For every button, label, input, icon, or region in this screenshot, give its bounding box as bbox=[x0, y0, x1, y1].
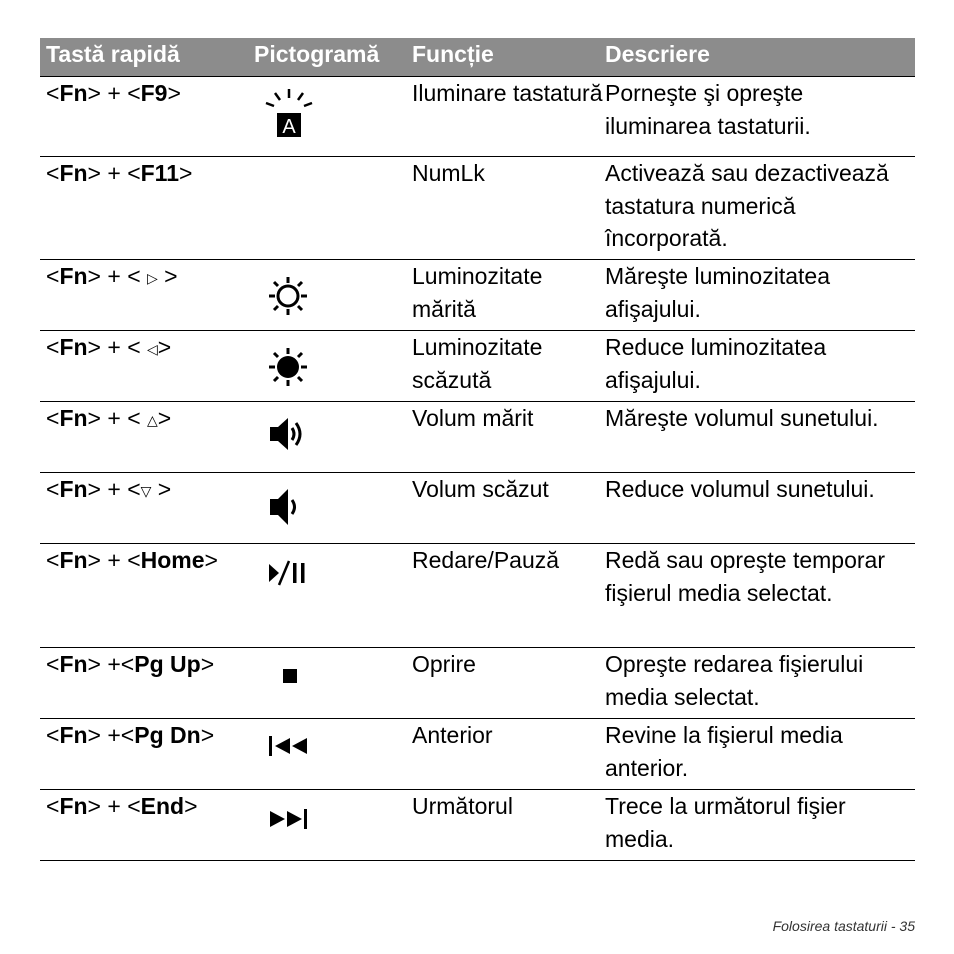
table-row bbox=[40, 331, 915, 402]
table-header bbox=[40, 38, 915, 77]
main-key: F11 bbox=[140, 160, 179, 186]
volume-down-icon bbox=[266, 485, 310, 534]
fn-key: Fn bbox=[59, 476, 88, 502]
table-row bbox=[40, 544, 915, 648]
table-row bbox=[40, 77, 915, 157]
fn-key: Fn bbox=[59, 722, 88, 748]
fn-key: Fn bbox=[59, 160, 88, 186]
description-cell: Activează sau dezactivează tastatura numerică încorporată. bbox=[605, 160, 889, 251]
hotkey-cell: <Fn> +<Pg Up> bbox=[46, 651, 215, 677]
description-cell: Opreşte redarea fişierului media selectat. bbox=[605, 651, 864, 710]
table-row bbox=[40, 790, 915, 861]
hotkey-cell: <Fn> +<Pg Dn> bbox=[46, 722, 215, 748]
table-row bbox=[40, 648, 915, 719]
header-description: Descriere bbox=[605, 41, 710, 67]
main-key: Home bbox=[140, 547, 205, 573]
arrow-key: ▽ bbox=[140, 483, 152, 499]
brightness-up-icon bbox=[266, 274, 310, 323]
header-icon: Pictogramă bbox=[254, 41, 380, 67]
function-cell: Luminozitate scăzută bbox=[412, 334, 543, 393]
hotkey-cell: <Fn> + <▽ > bbox=[46, 476, 172, 502]
table-row bbox=[40, 473, 915, 544]
volume-up-icon bbox=[266, 414, 310, 459]
arrow-key: ◁ bbox=[147, 341, 158, 357]
description-cell: Măreşte luminozitatea afişajului. bbox=[605, 263, 830, 322]
function-cell: Volum mărit bbox=[412, 405, 534, 431]
function-cell: Iluminare tastatură bbox=[412, 80, 603, 106]
description-cell: Porneşte şi opreşte iluminarea tastaturii. bbox=[605, 80, 811, 139]
function-cell: Luminozitate mărită bbox=[412, 263, 543, 322]
svg-text:A: A bbox=[282, 116, 296, 138]
fn-key: Fn bbox=[59, 334, 88, 360]
arrow-key: ▷ bbox=[147, 270, 158, 286]
table-row bbox=[40, 157, 915, 260]
fn-key: Fn bbox=[59, 80, 88, 106]
hotkey-cell: <Fn> + < ▷ > bbox=[46, 263, 178, 289]
fn-key: Fn bbox=[59, 793, 88, 819]
function-cell: Anterior bbox=[412, 722, 493, 748]
table-row bbox=[40, 719, 915, 790]
hotkey-cell: <Fn> + < △> bbox=[46, 405, 172, 431]
hotkey-table bbox=[40, 38, 915, 861]
fn-key: Fn bbox=[59, 651, 88, 677]
previous-icon bbox=[266, 731, 314, 766]
hotkey-cell: <Fn> + <Home> bbox=[46, 547, 218, 573]
description-cell: Trece la următorul fişier media. bbox=[605, 793, 846, 852]
hotkey-cell: <Fn> + <End> bbox=[46, 793, 198, 819]
function-cell: Oprire bbox=[412, 651, 476, 677]
description-cell: Redă sau opreşte temporar fişierul media selectat. bbox=[605, 547, 885, 606]
hotkey-cell: <Fn> + <F11> bbox=[46, 160, 193, 186]
arrow-key: △ bbox=[147, 412, 158, 428]
hotkey-cell: <Fn> + <F9> bbox=[46, 80, 181, 106]
hotkey-cell: <Fn> + < ◁> bbox=[46, 334, 172, 360]
main-key: Pg Dn bbox=[134, 722, 201, 748]
function-cell: Următorul bbox=[412, 793, 513, 819]
main-key: F9 bbox=[140, 80, 168, 106]
table-row bbox=[40, 260, 915, 331]
keyboard-backlight-icon bbox=[260, 87, 316, 148]
function-cell: Volum scăzut bbox=[412, 476, 549, 502]
next-icon bbox=[266, 804, 314, 839]
description-cell: Reduce luminozitatea afişajului. bbox=[605, 334, 827, 393]
description-cell: Reduce volumul sunetului. bbox=[605, 476, 875, 502]
play-pause-icon bbox=[266, 558, 310, 593]
description-cell: Revine la fişierul media anterior. bbox=[605, 722, 843, 781]
main-key: Pg Up bbox=[134, 651, 201, 677]
fn-key: Fn bbox=[59, 405, 88, 431]
table-row bbox=[40, 402, 915, 473]
fn-key: Fn bbox=[59, 547, 88, 573]
brightness-down-icon bbox=[266, 345, 310, 394]
description-cell: Măreşte volumul sunetului. bbox=[605, 405, 879, 431]
main-key: End bbox=[140, 793, 185, 819]
page-footer: Folosirea tastaturii - 35 bbox=[772, 918, 915, 934]
fn-key: Fn bbox=[59, 263, 88, 289]
stop-icon bbox=[268, 662, 312, 697]
header-hotkey: Tastă rapidă bbox=[46, 41, 180, 67]
function-cell: NumLk bbox=[412, 160, 485, 186]
function-cell: Redare/Pauză bbox=[412, 547, 560, 573]
header-function: Funcție bbox=[412, 41, 494, 67]
